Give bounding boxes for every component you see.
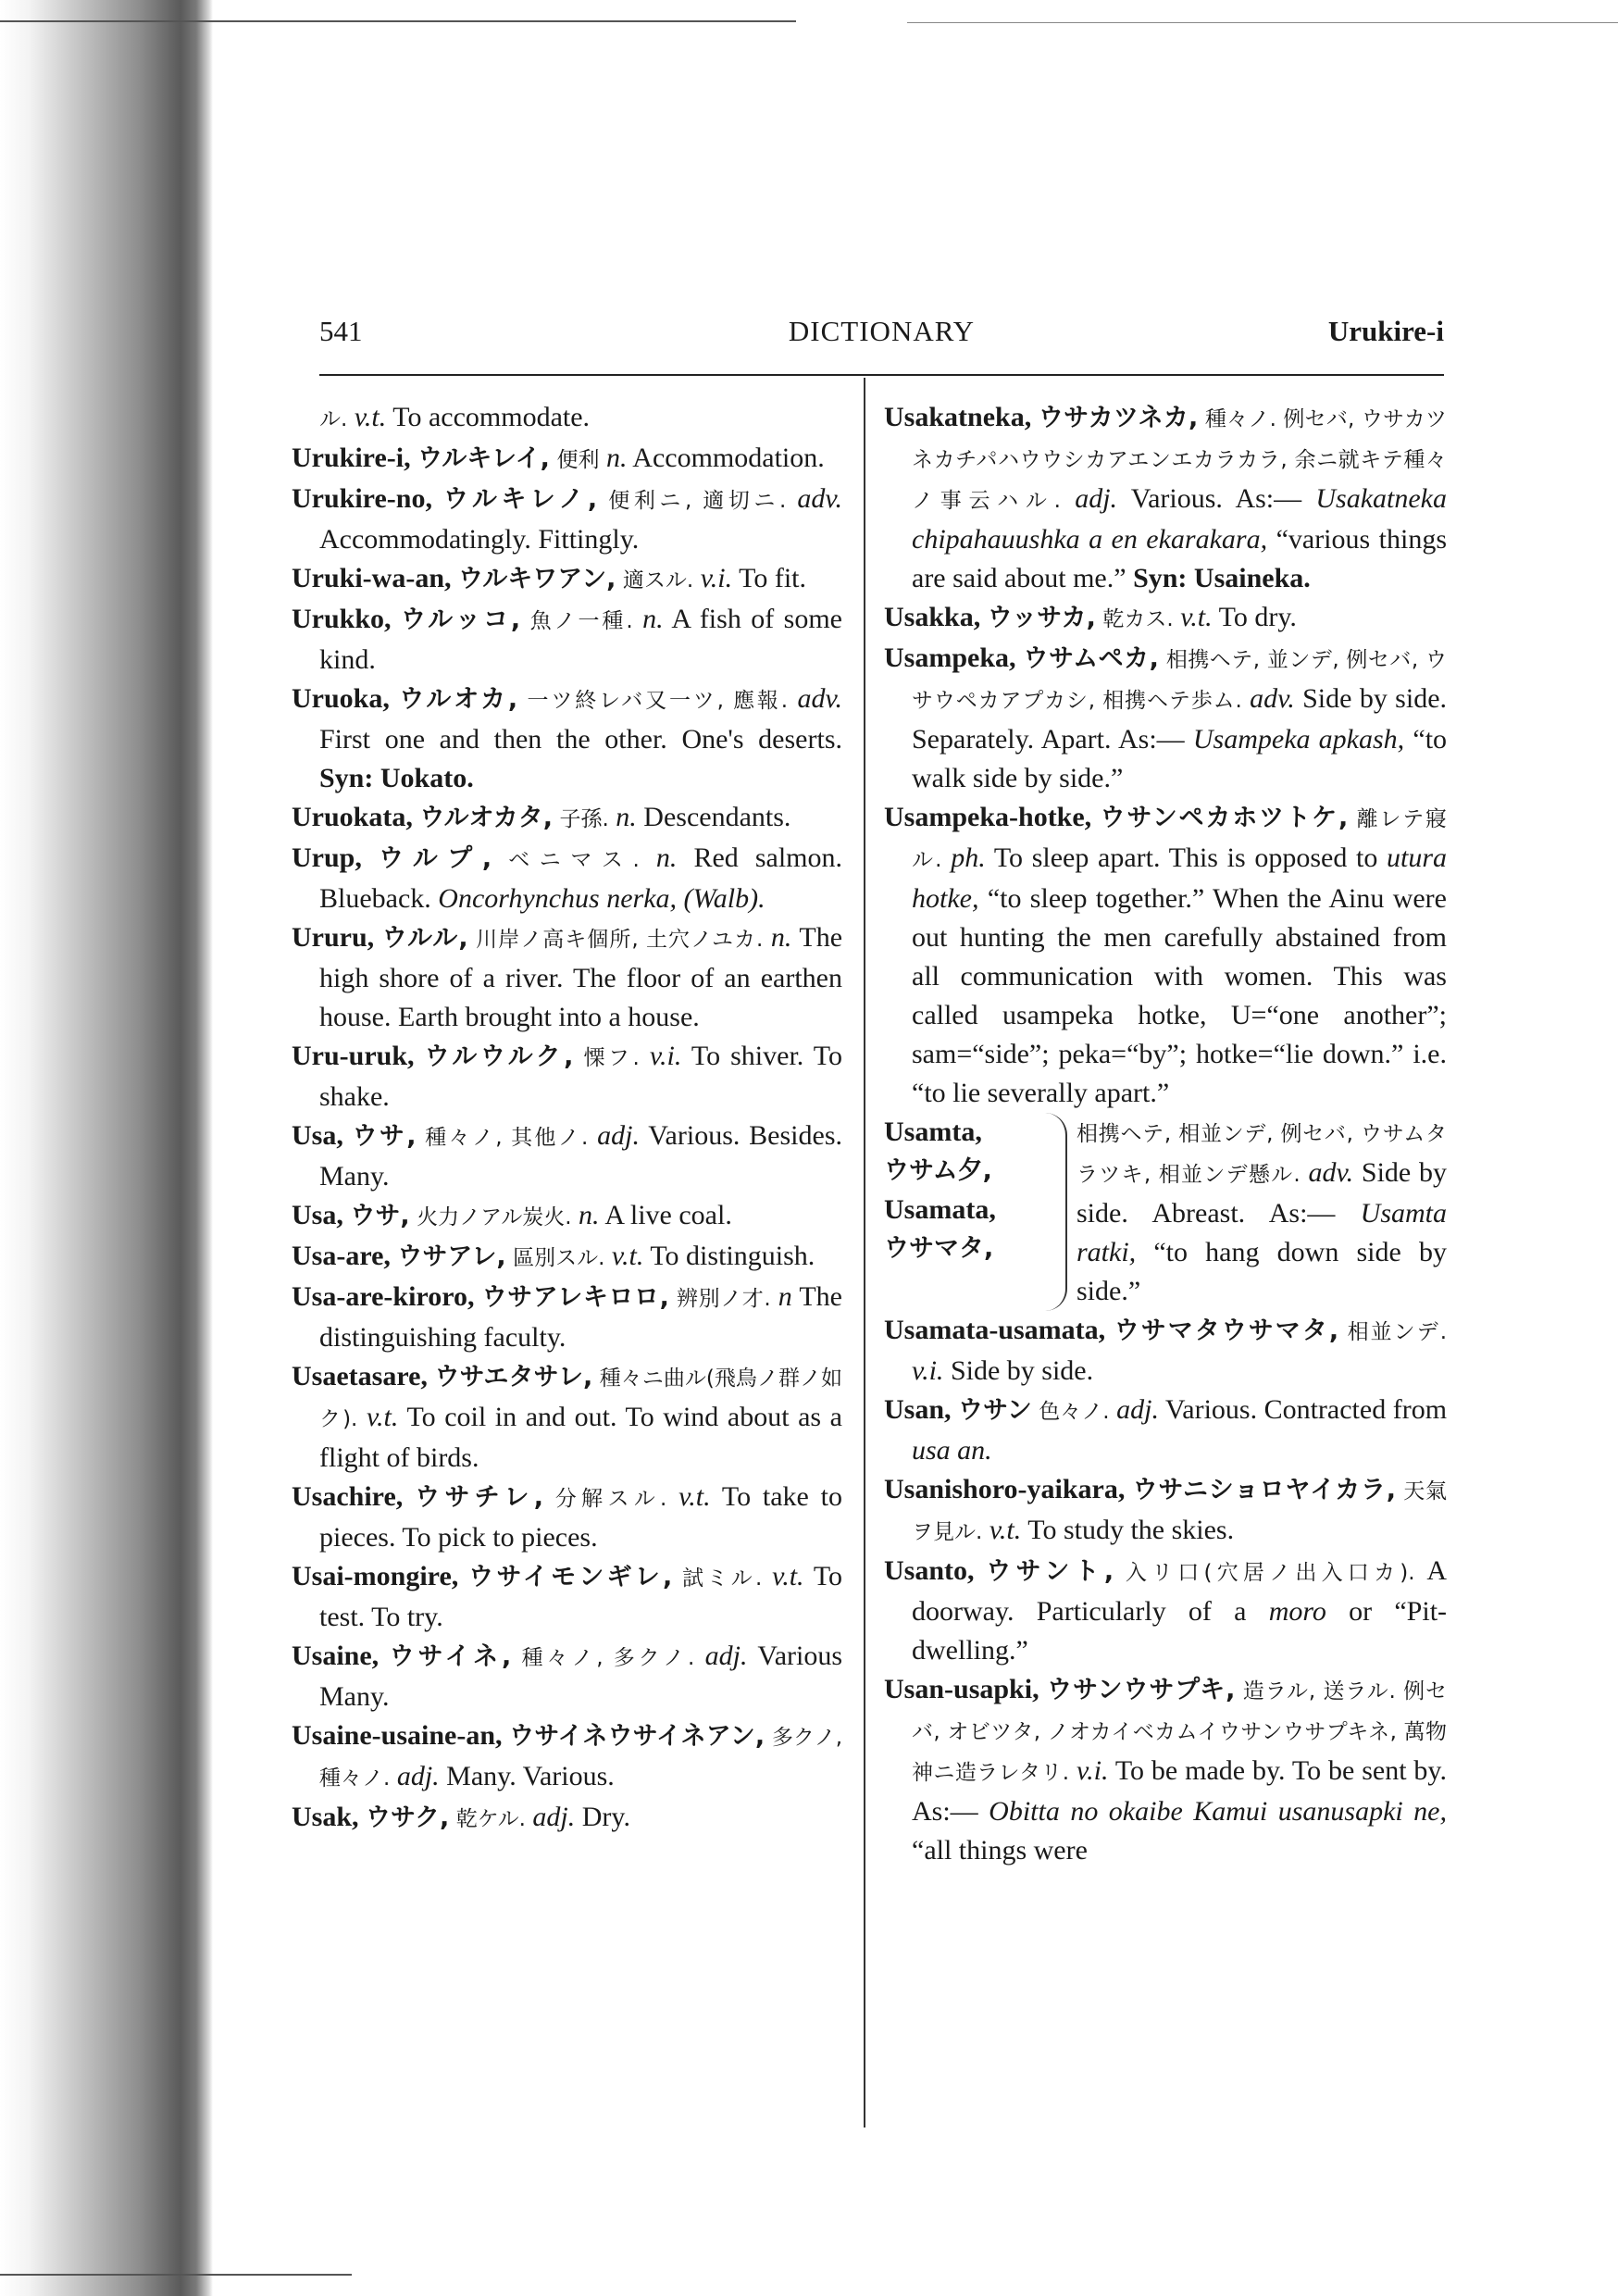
definition: A live coal.: [604, 1200, 732, 1230]
headword: Usaetasare,: [292, 1361, 428, 1391]
headword: Ururu,: [292, 922, 375, 953]
headword-kana: ウルプ,: [378, 844, 492, 873]
example: moro: [1268, 1596, 1326, 1627]
dictionary-entry: [292, 1278, 842, 1357]
left-column: [292, 398, 842, 1839]
headword: Usa,: [292, 1200, 343, 1230]
definition: To sleep apart. This is opposed to: [993, 842, 1378, 873]
headword-kana: ウサンウサプキ,: [1047, 1676, 1236, 1704]
headword-kana: ウサンペカホツトケ,: [1100, 804, 1349, 832]
japanese-gloss: 天氣ヲ見ル.: [912, 1479, 1448, 1544]
group-headwords: [884, 1113, 1067, 1311]
header-rule: [319, 374, 1444, 376]
headword: Usai-mongire,: [292, 1561, 459, 1591]
dictionary-entry: [884, 1311, 1447, 1391]
dictionary-entry: [292, 1478, 842, 1557]
japanese-gloss: 魚ノ一種.: [529, 609, 633, 633]
definition: To fit.: [739, 563, 806, 593]
headword-kana: ウルキワアン,: [458, 565, 616, 593]
part-of-speech: adv.: [1250, 683, 1295, 714]
headword-kana: ウサイネ,: [389, 1642, 512, 1671]
right-column: [884, 398, 1447, 1870]
japanese-gloss: 入リ口(穴居ノ出入口カ).: [1125, 1561, 1415, 1585]
dictionary-entry: [292, 918, 842, 1037]
japanese-gloss: 相携ヘテ, 並ンデ, 例セバ, ウサウペカアプカシ, 相携ヘテ歩ム.: [912, 648, 1447, 713]
japanese-gloss: 多クノ, 種々ノ.: [319, 1726, 843, 1791]
definition: Red salmon. Blueback.: [319, 842, 843, 914]
headword-kana: ウサマタウサマタ,: [1114, 1316, 1339, 1345]
example: Oncorhynchus nerka, (Walb).: [438, 883, 765, 914]
running-title: DICTIONARY: [788, 315, 976, 347]
japanese-gloss: 川岸ノ高キ個所, 土穴ノユカ.: [476, 928, 764, 952]
japanese-gloss: ベニマス.: [508, 848, 640, 872]
dictionary-entry: [292, 1637, 842, 1716]
headword-kana: ウサアレ,: [397, 1242, 506, 1271]
part-of-speech: adj.: [532, 1802, 576, 1832]
dictionary-entry: [292, 1798, 842, 1839]
definition: First one and then the other. One's deserts.: [319, 724, 842, 755]
japanese-gloss: 分解スル.: [554, 1487, 667, 1511]
headword-kana: ウサエタサレ,: [434, 1363, 593, 1391]
definition: A fish of some kind.: [319, 604, 843, 675]
headword-kana: ウサカツネカ,: [1038, 404, 1199, 432]
dictionary-entry: [884, 1470, 1447, 1552]
headword: Usamata-usamata,: [884, 1315, 1106, 1345]
definition: Various. As:—: [1130, 483, 1302, 514]
dictionary-entry: [292, 1117, 842, 1196]
headword: Urukire-i,: [292, 443, 411, 473]
dictionary-entry: [884, 598, 1447, 639]
example: utura hotke,: [912, 842, 1448, 914]
headword-kana: ウルッコ,: [400, 605, 521, 634]
synonym: Syn: Uokato.: [319, 763, 474, 793]
dictionary-entry: [292, 1557, 842, 1637]
definition-continued: “various things are said about me.”: [912, 524, 1447, 593]
dictionary-entry: [292, 559, 842, 600]
example: Usamta ratki,: [1077, 1198, 1447, 1267]
page-number: 541: [319, 315, 363, 347]
headword: Usa,: [292, 1120, 343, 1151]
definition: Side by side. Separately. Apart. As:—: [912, 683, 1448, 755]
headword-kana: ウサムペカ,: [1023, 644, 1159, 673]
part-of-speech: n.: [655, 842, 678, 873]
scan-edge-top: [0, 20, 796, 22]
japanese-gloss: 適スル.: [622, 568, 694, 593]
part-of-speech: n.: [642, 604, 664, 634]
dictionary-entry: [292, 1357, 842, 1478]
guide-word: Urukire-i: [1327, 315, 1444, 347]
dictionary-entry: [292, 1037, 842, 1117]
part-of-speech: v.i.: [912, 1355, 944, 1386]
japanese-gloss: 乾カス.: [1102, 607, 1174, 631]
definition: The distinguishing faculty.: [319, 1281, 842, 1353]
headword-kana: ウサイネウサイネアン,: [509, 1722, 765, 1751]
headword: Usa-are,: [292, 1241, 391, 1271]
part-of-speech: adv.: [797, 483, 842, 514]
definition-continued: “all things were: [912, 1835, 1088, 1866]
dictionary-entry: [884, 639, 1447, 798]
headword-kana: ウサチレ,: [415, 1483, 544, 1512]
headword: Usamta,: [884, 1117, 982, 1147]
japanese-gloss: 相携ヘテ, 相並ンデ, 例セバ, ウサムタラツキ, 相並ンデ懸ル.: [1077, 1122, 1447, 1187]
japanese-gloss: 相並ンデ.: [1347, 1320, 1448, 1344]
example: Usampeka apkash,: [1192, 724, 1405, 755]
dictionary-entry: [292, 398, 842, 439]
dictionary-entry: [884, 1552, 1447, 1670]
page-header: [319, 315, 1444, 361]
synonym: Syn: Usaineka.: [1133, 563, 1311, 593]
japanese-gloss: 試ミル.: [682, 1566, 763, 1591]
definition: To study the skies.: [1027, 1515, 1235, 1545]
headword-kana: ウサアレキロロ,: [481, 1283, 669, 1312]
part-of-speech: adv.: [1308, 1157, 1354, 1188]
part-of-speech: adv.: [797, 683, 843, 714]
headword-kana: ウサイモンギレ,: [468, 1563, 673, 1591]
japanese-gloss: 種々ノ, 其他ノ.: [425, 1126, 589, 1150]
definition: Various Many.: [319, 1641, 843, 1712]
headword: Usampeka,: [884, 643, 1016, 673]
scan-edge-top-right: [907, 22, 1618, 23]
headword-kana: ウサク,: [366, 1803, 450, 1832]
part-of-speech: n: [778, 1281, 792, 1312]
definition: To distinguish.: [650, 1241, 815, 1271]
definition: To be made by. To be sent by. As:—: [912, 1755, 1447, 1827]
dictionary-entry: [292, 1237, 842, 1278]
headword: Usachire,: [292, 1481, 404, 1512]
japanese-gloss: ル.: [319, 407, 348, 431]
dictionary-entry: [292, 480, 842, 559]
part-of-speech: v.i.: [1077, 1755, 1109, 1786]
japanese-gloss: 子孫.: [559, 807, 609, 831]
definition-continued: or “Pit-dwelling.”: [912, 1596, 1448, 1666]
dictionary-entry: [884, 798, 1447, 1113]
headword-kana: ウサム夕,: [884, 1156, 992, 1185]
definition-continued: “to walk side by side.”: [912, 724, 1448, 793]
headword: Usakatneka,: [884, 402, 1032, 432]
dictionary-entry: [292, 439, 842, 480]
dictionary-entry: [884, 1391, 1447, 1470]
part-of-speech: adj.: [704, 1641, 748, 1671]
headword: Usak,: [292, 1802, 359, 1832]
definition-continued: “to sleep together.” When the Ainu were out hunting the men carefully abstained from all communication with women. This was called usampeka hotke, U=“one another”; sam=“side”; peka=“by”; hotke=“lie down.” i.e. “to lie severally apart.”: [912, 883, 1447, 1108]
headword: Urukko,: [292, 604, 392, 634]
part-of-speech: adj.: [1075, 483, 1118, 514]
part-of-speech: ph.: [951, 842, 986, 873]
part-of-speech: v.i.: [700, 563, 733, 593]
headword: Usanishoro-yaikara,: [884, 1474, 1126, 1504]
definition: To take to pieces. To pick to pieces.: [319, 1481, 843, 1553]
dictionary-entry: [292, 1196, 842, 1237]
part-of-speech: v.t.: [366, 1402, 399, 1432]
headword: Uruoka,: [292, 683, 390, 714]
headword-kana: ウルキレノ,: [443, 485, 598, 514]
japanese-gloss: 乾ケル.: [455, 1807, 526, 1831]
headword: Usakka,: [884, 602, 981, 632]
definition: Descendants.: [643, 802, 791, 832]
headword-kana: ウッサカ,: [987, 604, 1096, 632]
dictionary-entry: [292, 680, 842, 798]
part-of-speech: adj.: [396, 1761, 440, 1791]
group-definition: [1077, 1113, 1447, 1311]
headword: Usaine-usaine-an,: [292, 1720, 503, 1751]
example: usa an.: [912, 1435, 992, 1466]
dictionary-entry: [292, 600, 842, 680]
dictionary-entry: [884, 1670, 1447, 1870]
headword: Usaine,: [292, 1641, 380, 1671]
dictionary-entry: [292, 798, 842, 839]
headword-kana: ウサニショロヤイカラ,: [1132, 1476, 1396, 1504]
headword-kana: ウルオカタ,: [419, 804, 553, 832]
column-divider: [864, 378, 865, 2128]
japanese-gloss: 離レテ寢ル.: [912, 807, 1448, 872]
japanese-gloss: 色々ノ.: [1039, 1400, 1110, 1424]
headword-kana: ウルオカ,: [399, 685, 518, 714]
definition: Various. Besides. Many.: [319, 1120, 842, 1192]
definition: To test. To try.: [319, 1561, 843, 1632]
japanese-gloss: 種々ノ, 多クノ.: [521, 1646, 695, 1670]
japanese-gloss: 一ツ終レバ又一ツ, 應報.: [527, 689, 789, 713]
book-binding-shadow: [0, 0, 213, 2296]
japanese-gloss: 便利: [556, 448, 600, 472]
headword: Uru-uruk,: [292, 1041, 415, 1071]
part-of-speech: v.t.: [678, 1481, 711, 1512]
definition: Dry.: [581, 1802, 630, 1832]
definition: A doorway. Particularly of a: [912, 1555, 1447, 1627]
example: Obitta no okaibe Kamui usanusapki ne,: [989, 1796, 1448, 1827]
definition: Various. Contracted from: [1164, 1394, 1448, 1425]
headword-kana: ウサン: [958, 1396, 1032, 1425]
part-of-speech: v.t.: [772, 1561, 804, 1591]
headword: Uruki-wa-an,: [292, 563, 452, 593]
entry-group-usamta: [884, 1113, 1447, 1311]
definition: To dry.: [1218, 602, 1297, 632]
definition-continued: “to hang down side by side.”: [1077, 1237, 1447, 1306]
headword-kana: ウルキレイ,: [417, 444, 550, 473]
headword: Usanto,: [884, 1555, 975, 1586]
example: Usakatneka chipahauushka a en ekarakara,: [912, 483, 1447, 555]
headword: Usan-usapki,: [884, 1674, 1039, 1704]
dictionary-entry: [292, 1716, 842, 1798]
part-of-speech: n.: [605, 443, 628, 473]
part-of-speech: v.t.: [1180, 602, 1213, 632]
definition: Accommodation.: [632, 443, 825, 473]
definition: Side by side.: [950, 1355, 1094, 1386]
japanese-gloss: 種々ノ. 例セバ, ウサカツネカチパハウウシカアエンエカラカラ, 余ニ就キテ種々ノ事云ハル.: [912, 407, 1447, 513]
japanese-gloss: 慄フ.: [583, 1046, 640, 1070]
definition: The high shore of a river. The floor of an earthen house. Earth brought into a house.: [319, 922, 843, 1032]
headword-kana: ウサ,: [350, 1202, 410, 1230]
headword: Usamata,: [884, 1194, 996, 1225]
right-column-lower: [884, 1311, 1447, 1870]
part-of-speech: adj.: [1116, 1394, 1159, 1425]
headword: Usan,: [884, 1394, 952, 1425]
part-of-speech: v.t.: [354, 402, 387, 432]
part-of-speech: n.: [770, 922, 792, 953]
part-of-speech: v.i.: [649, 1041, 682, 1071]
part-of-speech: adj.: [597, 1120, 640, 1151]
headword-kana: ウルル,: [381, 924, 468, 953]
definition: To coil in and out. To wind about as a flight of birds.: [319, 1402, 842, 1473]
headword: Urukire-no,: [292, 483, 432, 514]
headword-kana: ウサマタ,: [884, 1234, 994, 1263]
japanese-gloss: 辨別ノ才.: [677, 1287, 771, 1311]
japanese-gloss: 種々ニ曲ル(飛鳥ノ群ノ如ク).: [319, 1366, 843, 1431]
part-of-speech: v.t.: [989, 1515, 1022, 1545]
headword-kana: ウサ,: [352, 1122, 417, 1151]
japanese-gloss: 火力ノアル炭火.: [417, 1205, 572, 1229]
headword-kana: ウサント,: [986, 1557, 1114, 1586]
definition: To accommodate.: [392, 402, 591, 432]
japanese-gloss: 便利ニ, 適切ニ.: [608, 489, 787, 513]
dictionary-entry: [292, 839, 842, 918]
definition: Many. Various.: [446, 1761, 615, 1791]
japanese-gloss: 區別スル.: [513, 1246, 605, 1270]
part-of-speech: n.: [616, 802, 637, 832]
part-of-speech: n.: [579, 1200, 600, 1230]
headword-kana: ウルウルク,: [424, 1042, 574, 1071]
japanese-gloss: 造ラル, 送ラル. 例セバ, オビツタ, ノオカイベカムイウサンウサプキネ, 萬物神ニ造ラレタリ.: [912, 1679, 1448, 1785]
headword: Usa-are-kiroro,: [292, 1281, 475, 1312]
dictionary-entry: [884, 398, 1447, 598]
definition: Side by side. Abreast. As:—: [1077, 1157, 1448, 1229]
headword: Uruokata,: [292, 802, 413, 832]
headword: Usampeka-hotke,: [884, 802, 1092, 832]
headword: Urup,: [292, 842, 362, 873]
right-column-upper: [884, 398, 1447, 1113]
definition: Accommodatingly. Fittingly.: [319, 524, 640, 555]
part-of-speech: v.t.: [611, 1241, 644, 1271]
scan-edge-bottom: [0, 2274, 352, 2276]
definition: To shiver. To shake.: [319, 1041, 843, 1112]
